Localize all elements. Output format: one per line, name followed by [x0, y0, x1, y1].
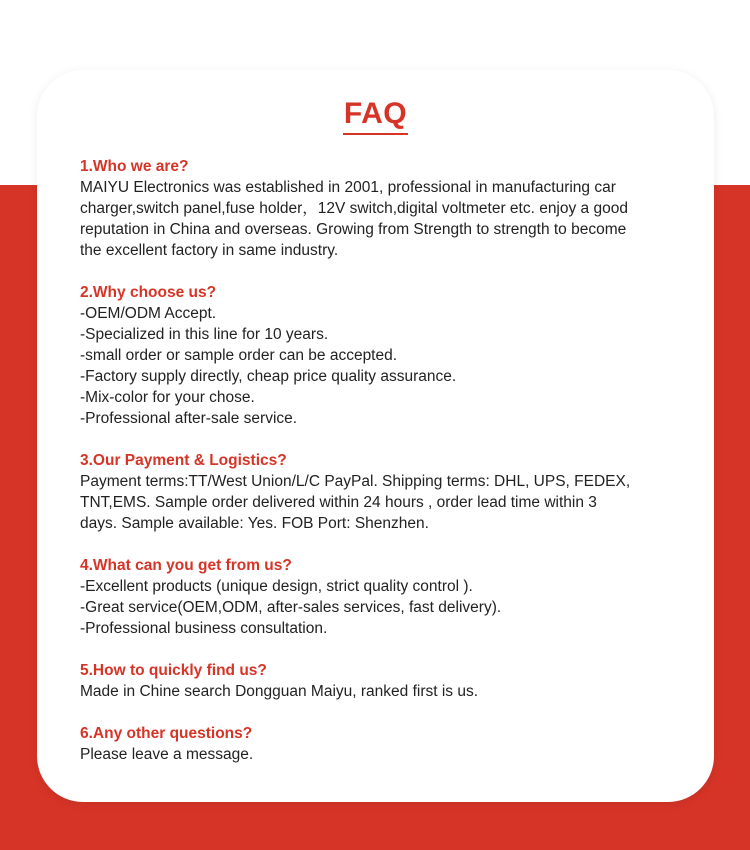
faq-answer-line: -Specialized in this line for 10 years.: [80, 326, 329, 343]
section-spacer: [80, 639, 680, 660]
faq-answer-line: -Factory supply directly, cheap price quality assurance.: [80, 368, 457, 385]
faq-section-why-choose-us: [80, 282, 680, 429]
faq-answer-line: charger,switch panel,fuse holder，12V switch,digital voltmeter etc. enjoy a good: [80, 200, 628, 217]
faq-answer-line: -Great service(OEM,ODM, after-sales services, fast delivery).: [80, 599, 502, 616]
faq-answer-line: -Excellent products (unique design, strict quality control ).: [80, 578, 473, 595]
page-title: FAQ: [37, 96, 714, 135]
section-spacer: [80, 534, 680, 555]
faq-answer-line: -Professional after-sale service.: [80, 410, 298, 427]
faq-section-find-us: [80, 660, 680, 702]
faq-question: 2.Why choose us?: [80, 284, 217, 301]
faq-section-who-we-are: [80, 156, 680, 261]
faq-answer-line: Please leave a message.: [80, 746, 254, 763]
faq-answer-line: -Professional business consultation.: [80, 620, 328, 637]
section-spacer: [80, 702, 680, 723]
faq-list: [80, 156, 680, 765]
faq-answer-line: -Mix-color for your chose.: [80, 389, 255, 406]
faq-section-what-you-get: [80, 555, 680, 639]
section-spacer: [80, 429, 680, 450]
faq-answer-line: Payment terms:TT/West Union/L/C PayPal. Shipping terms: DHL, UPS, FEDEX,: [80, 473, 631, 490]
faq-answer-line: reputation in China and overseas. Growing from Strength to strength to become: [80, 221, 627, 238]
faq-section-payment-logistics: [80, 450, 680, 534]
faq-section-other-questions: [80, 723, 680, 765]
faq-question: 4.What can you get from us?: [80, 557, 292, 574]
faq-answer-line: TNT,EMS. Sample order delivered within 24 hours , order lead time within 3: [80, 494, 597, 511]
faq-question: 6.Any other questions?: [80, 725, 253, 742]
faq-answer-line: -OEM/ODM Accept.: [80, 305, 217, 322]
faq-answer-line: -small order or sample order can be accepted.: [80, 347, 398, 364]
faq-answer-line: days. Sample available: Yes. FOB Port: Shenzhen.: [80, 515, 429, 532]
faq-answer-line: MAIYU Electronics was established in 2001, professional in manufacturing car: [80, 179, 616, 196]
section-spacer: [80, 261, 680, 282]
faq-answer-line: Made in Chine search Dongguan Maiyu, ranked first is us.: [80, 683, 479, 700]
faq-answer-line: the excellent factory in same industry.: [80, 242, 339, 259]
faq-question: 3.Our Payment & Logistics?: [80, 452, 287, 469]
faq-card: [37, 70, 714, 802]
faq-question: 1.Who we are?: [80, 158, 189, 175]
faq-question: 5.How to quickly find us?: [80, 662, 267, 679]
